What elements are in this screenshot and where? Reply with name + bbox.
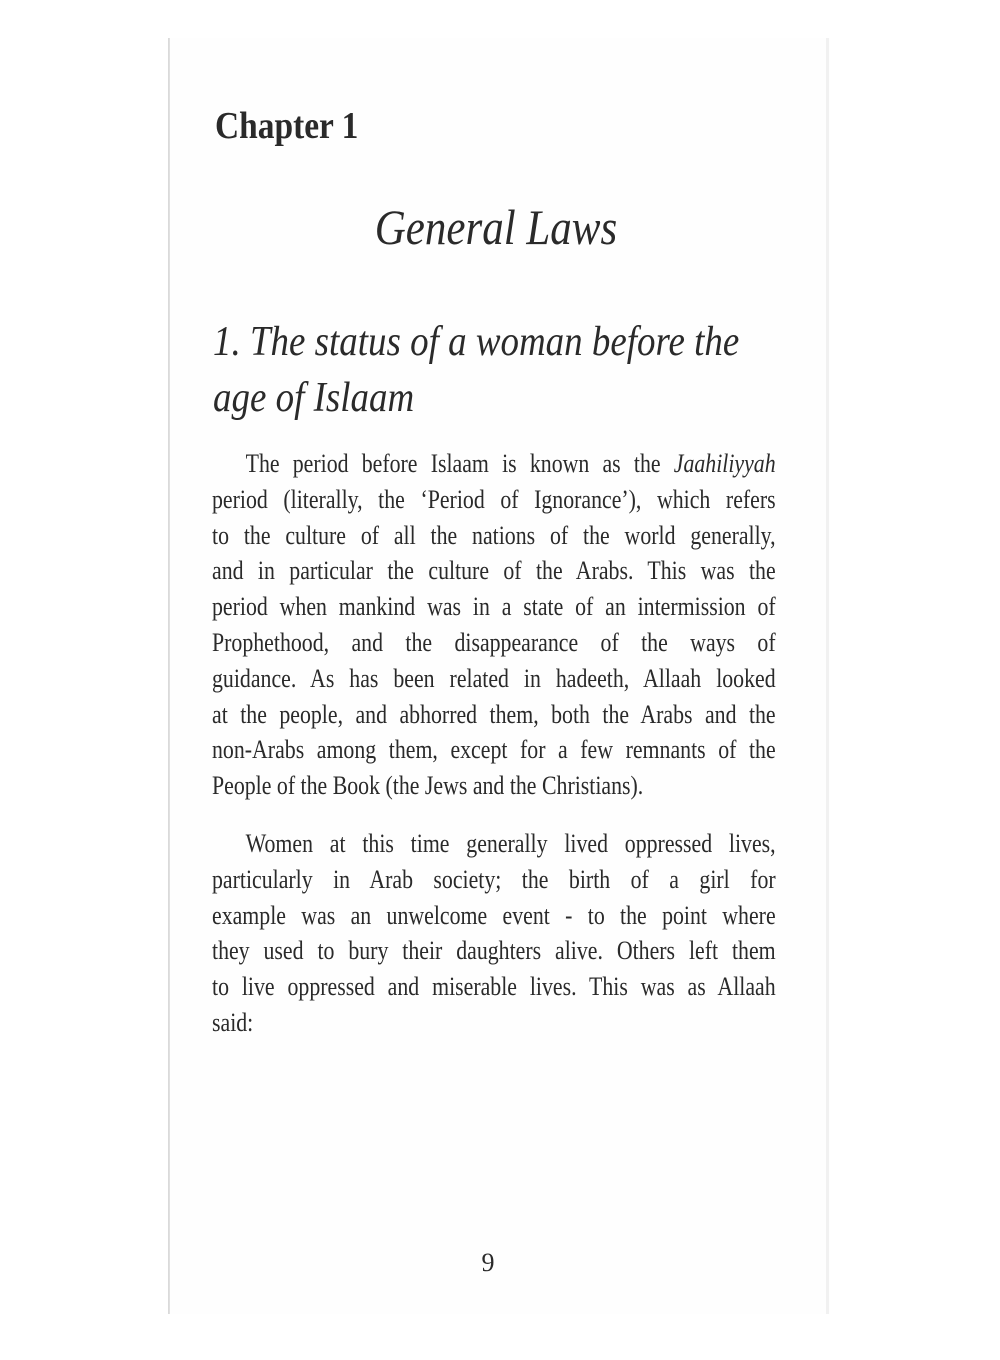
paragraph-line: period when mankind was in a state of an intermission of xyxy=(212,592,776,622)
paragraph-line-text: The period before Islaam is known as the xyxy=(245,449,674,478)
page-number: 9 xyxy=(481,1248,495,1277)
section-heading xyxy=(213,314,811,426)
paragraph-women-oppressed xyxy=(212,826,776,1041)
italic-term: Jaahiliyyah xyxy=(673,449,776,478)
chapter-label: Chapter 1 xyxy=(215,105,359,147)
paragraph-line: particularly in Arab society; the birth of a girl for xyxy=(212,864,776,894)
paragraph-line: to live oppressed and miserable lives. This was as Allaah xyxy=(212,972,776,1002)
paragraph-line: People of the Book (the Jews and the Christians). xyxy=(212,771,644,801)
paragraph-line: at the people, and abhorred them, both the Arabs and the xyxy=(212,699,776,729)
section-heading-line: age of Islaam xyxy=(213,375,415,421)
paragraph-line: to the culture of all the nations of the world generally, xyxy=(212,520,776,550)
paragraph-line: and in particular the culture of the Arabs. This was the xyxy=(212,556,776,586)
paragraph-line: Women at this time generally lived oppressed lives, xyxy=(245,829,776,858)
paragraph-line: guidance. As has been related in hadeeth, Allaah looked xyxy=(212,663,776,693)
paragraph-line: Prophethood, and the disappearance of the ways of xyxy=(212,627,776,657)
paragraph-jaahiliyyah xyxy=(212,446,776,804)
paragraph-line xyxy=(212,446,776,482)
chapter-title xyxy=(0,198,1000,256)
chapter-title-text: General Laws xyxy=(374,199,618,255)
paragraph-line: period (literally, the ‘Period of Ignorance’), which refers xyxy=(212,484,776,514)
paragraph-line: they used to bury their daughters alive. Others left them xyxy=(212,936,776,966)
paragraph-line: said: xyxy=(212,1007,254,1037)
paragraph-line: non-Arabs among them, except for a few remnants of the xyxy=(212,735,776,765)
paragraph-line: example was an unwelcome event - to the point where xyxy=(212,900,776,930)
section-heading-line: 1. The status of a woman before the xyxy=(213,319,740,365)
